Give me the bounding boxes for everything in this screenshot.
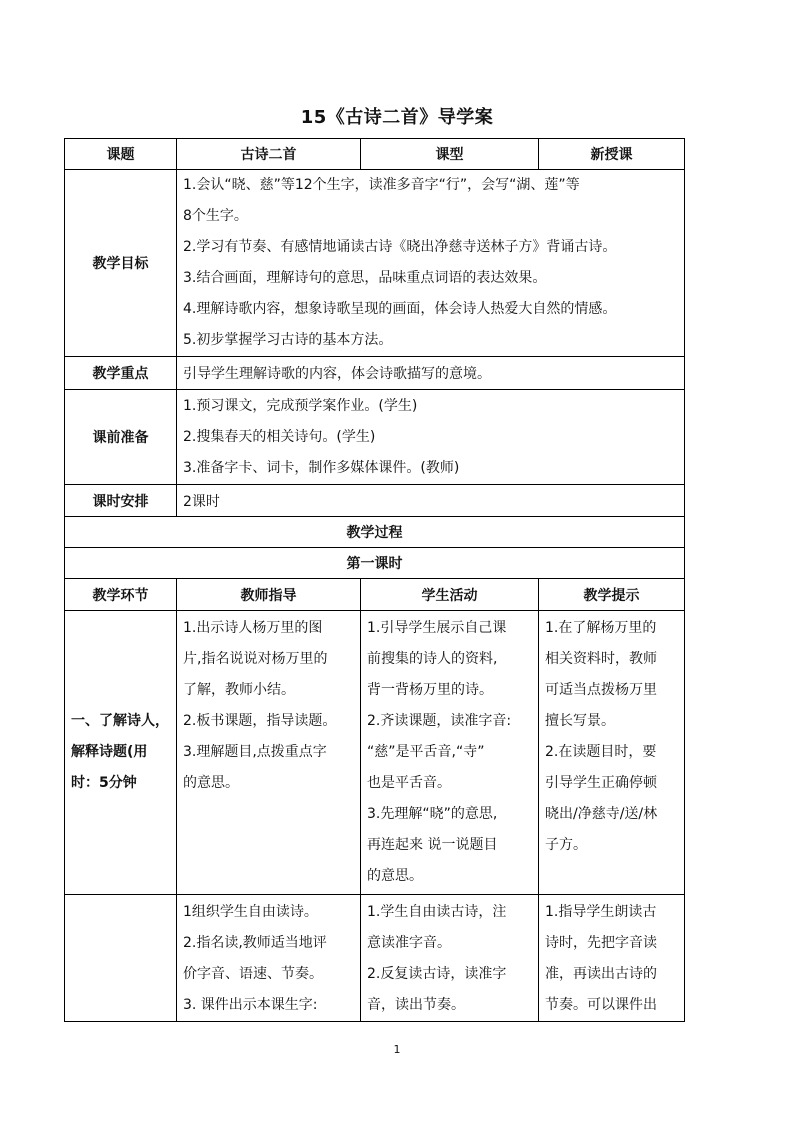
header-row — [65, 139, 685, 170]
teacher-line: 1组织学生自由读诗。 — [183, 904, 318, 920]
student-line: 前搜集的诗人的资料, — [367, 651, 498, 667]
teacher-line: 了解，教师小结。 — [183, 682, 295, 698]
column-header-student: 学生活动 — [361, 579, 539, 611]
session-title: 第一课时 — [65, 548, 685, 579]
student-cell — [361, 895, 539, 1022]
table-row — [65, 895, 685, 1022]
tips-line: 1.在了解杨万里的 — [545, 620, 657, 636]
objective-line: 1.会认“晓、慈”等12个生字，读准多音字“行”，会写“湖、莲”等 — [183, 177, 580, 193]
type-value: 新授课 — [539, 139, 685, 170]
student-line: 1.引导学生展示自己课 — [367, 620, 507, 636]
table-row — [65, 611, 685, 895]
column-header-tips: 教学提示 — [539, 579, 685, 611]
teacher-line: 3. 课件出示本课生字: — [183, 997, 318, 1013]
student-line: 2.齐读课题，读准字音: — [367, 713, 512, 729]
tips-line: 诗时，先把字音读 — [545, 935, 657, 951]
tips-line: 相关资料时，教师 — [545, 651, 657, 667]
stage-cell-empty — [65, 895, 177, 1022]
student-line: 背一背杨万里的诗。 — [367, 682, 493, 698]
stage-cell — [65, 611, 177, 895]
teacher-cell — [177, 611, 361, 895]
tips-line: 可适当点拨杨万里 — [545, 682, 657, 698]
topic-value: 古诗二首 — [177, 139, 361, 170]
prep-line: 2.搜集春天的相关诗句。(学生) — [183, 428, 376, 445]
tips-line: 1.指导学生朗读古 — [545, 904, 657, 920]
schedule-label: 课时安排 — [65, 485, 177, 517]
page-title: 15《古诗二首》导学案 — [300, 107, 494, 128]
student-line: 音，读出节奏。 — [367, 997, 465, 1013]
objectives-content — [177, 170, 685, 357]
columns-row — [65, 579, 685, 611]
column-header-teacher: 教师指导 — [177, 579, 361, 611]
tips-line: 擅长写景。 — [545, 713, 615, 729]
objectives-row — [65, 170, 685, 357]
teacher-line: 价字音、语速、节奏。 — [183, 966, 323, 982]
objective-line: 3.结合画面，理解诗句的意思，品味重点词语的表达效果。 — [183, 270, 547, 286]
prep-content — [177, 390, 685, 485]
student-line: 的意思。 — [367, 868, 423, 884]
focus-text: 引导学生理解诗歌的内容，体会诗歌描写的意境。 — [177, 357, 685, 390]
tips-cell — [539, 895, 685, 1022]
teacher-line: 2.指名读,教师适当地评 — [183, 935, 327, 951]
focus-label: 教学重点 — [65, 357, 177, 390]
schedule-row — [65, 485, 685, 517]
session-title-row — [65, 548, 685, 579]
teacher-line: 的意思。 — [183, 775, 239, 791]
tips-cell — [539, 611, 685, 895]
type-label: 课型 — [361, 139, 539, 170]
page-number: 1 — [393, 1043, 401, 1056]
prep-row — [65, 390, 685, 485]
schedule-value: 2课时 — [177, 485, 685, 517]
objective-line: 8个生字。 — [183, 208, 248, 224]
prep-line: 1.预习课文，完成预学案作业。(学生) — [183, 397, 418, 414]
prep-line: 3.准备字卡、词卡，制作多媒体课件。(教师) — [183, 459, 460, 476]
tips-line: 晓出/净慈寺/送/林 — [545, 806, 658, 822]
teacher-line: 2.板书课题，指导读题。 — [183, 713, 337, 729]
focus-row — [65, 357, 685, 390]
teacher-cell — [177, 895, 361, 1022]
student-line: 2.反复读古诗，读准字 — [367, 966, 507, 982]
stage-line: 一、了解诗人， — [71, 713, 169, 729]
stage-line: 解释诗题(用 — [71, 744, 148, 760]
objective-line: 5.初步掌握学习古诗的基本方法。 — [183, 332, 393, 348]
student-line: 3.先理解“晓”的意思, — [367, 806, 498, 822]
student-line: 1.学生自由读古诗，注 — [367, 904, 507, 920]
topic-label: 课题 — [65, 139, 177, 170]
teacher-line: 片,指名说说对杨万里的 — [183, 651, 328, 667]
student-line: 再连起来 说一说题目 — [367, 837, 498, 853]
student-line: 意读准字音。 — [367, 935, 451, 951]
student-line: 也是平舌音。 — [367, 775, 451, 791]
process-title: 教学过程 — [65, 517, 685, 548]
prep-label: 课前准备 — [65, 390, 177, 485]
tips-line: 2.在读题目时，要 — [545, 744, 657, 760]
teacher-line: 3.理解题目,点拨重点字 — [183, 744, 327, 760]
column-header-stage: 教学环节 — [65, 579, 177, 611]
tips-line: 引导学生正确停顿 — [545, 775, 657, 791]
student-cell — [361, 611, 539, 895]
tips-line: 准，再读出古诗的 — [545, 966, 657, 982]
process-title-row — [65, 517, 685, 548]
tips-line: 子方。 — [545, 837, 587, 853]
teacher-line: 1.出示诗人杨万里的图 — [183, 620, 323, 636]
student-line: “慈”是平舌音,“寺” — [367, 744, 485, 760]
lesson-plan-table — [64, 138, 685, 1022]
objective-line: 4.理解诗歌内容，想象诗歌呈现的画面，体会诗人热爱大自然的情感。 — [183, 301, 617, 317]
stage-line: 时：5分钟 — [71, 775, 137, 791]
objective-line: 2.学习有节奏、有感情地诵读古诗《晓出净慈寺送林子方》背诵古诗。 — [183, 239, 617, 255]
objectives-label: 教学目标 — [65, 170, 177, 357]
tips-line: 节奏。可以课件出 — [545, 997, 657, 1013]
